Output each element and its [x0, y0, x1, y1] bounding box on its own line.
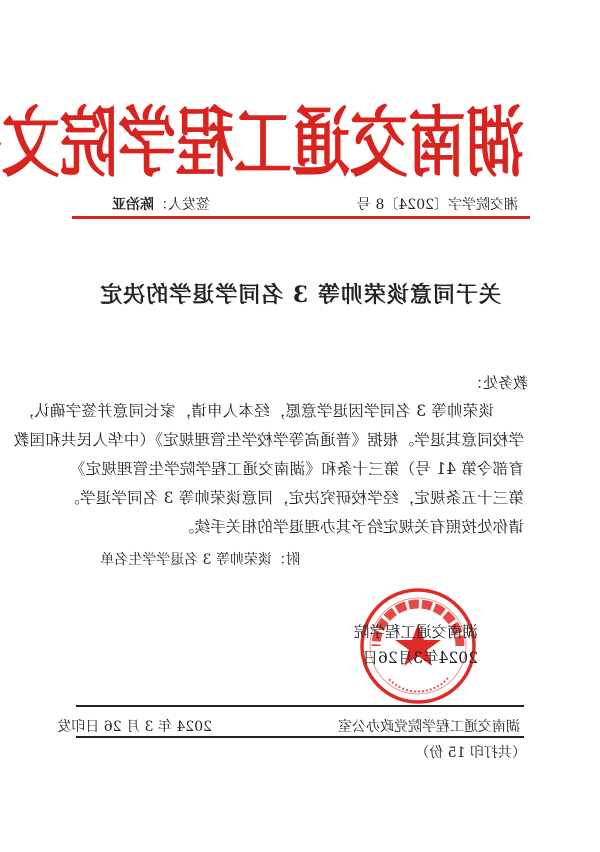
body-line: 请你处按照有关规定给予其办理退学的相关手续。 [178, 518, 524, 536]
body-line: 育部令第 41 号）第三十条和《湖南交通工程学院学生管理规定》 [69, 460, 524, 478]
footer-rule-top [76, 705, 524, 707]
body-line: 第三十五条规定，经学校研究决定，同意谈荣帅等 3 名同学退学。 [64, 489, 524, 507]
attachment-note: 附：谈荣帅等 3 名退学学生名单 [100, 552, 300, 568]
document-title: 关于同意谈荣帅等 3 名同学退学的决定 [99, 282, 501, 308]
body-line: 学校同意其退学。根据《普通高等学校学生管理规定》（中华人民共和国教 [13, 431, 524, 449]
signer-label: 签发人： [154, 197, 210, 213]
addressee: 教务处： [467, 374, 528, 392]
print-date: 2024 年 3 月 26 日印发 [57, 719, 212, 735]
copies-note: （共打印 15 份） [415, 745, 526, 761]
signature-organization: 湖南交通工程学院 [353, 623, 478, 641]
signer-name: 陈治亚 [112, 197, 154, 213]
body-line: 谈荣帅等 3 名同学因退学意愿，经本人申请，家长同意并签字确认， [18, 402, 494, 420]
issuing-office: 湖南交通工程学院党政办公室 [338, 719, 520, 735]
header-divider [72, 216, 530, 219]
document-masthead [1, 98, 524, 188]
masthead-title: 湖 南 交 通 工 程 学 院 文 [1, 98, 524, 188]
signature-date: 2024年3月26日 [362, 649, 478, 667]
signer [112, 194, 210, 214]
document-number: 湘交院学字〔2024〕8 号 [357, 197, 518, 213]
footer-rule-bottom [76, 736, 524, 738]
